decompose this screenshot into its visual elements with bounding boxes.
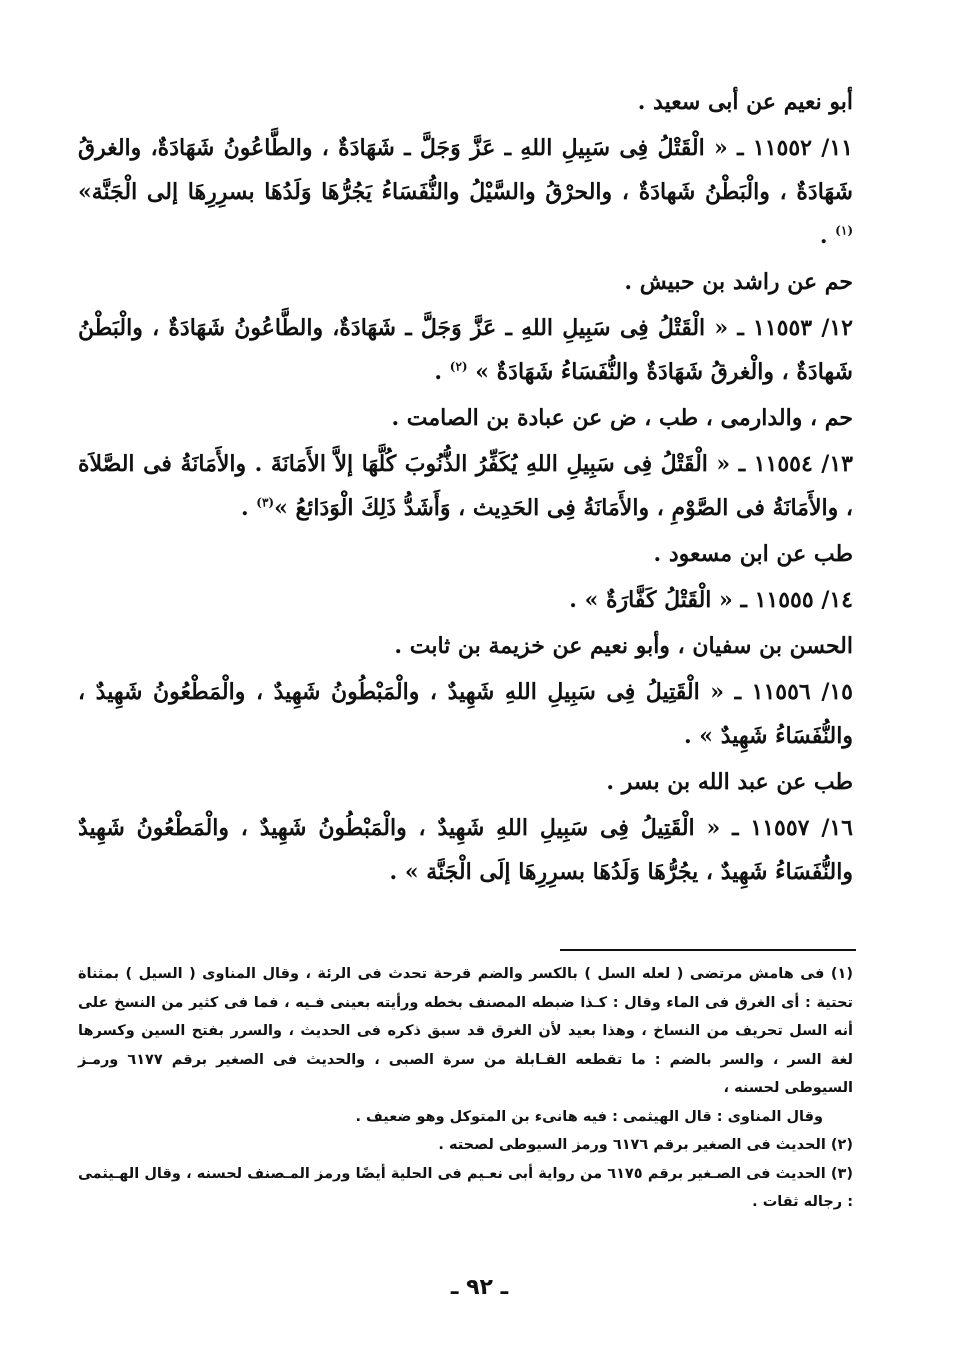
source-line: حم ، والدارمى ، طب ، ض عن عبادة بن الصامت . (391, 405, 853, 431)
page-number: ـ ٩٢ ـ (450, 1275, 509, 1300)
footnote: (٣) الحديث فى الصـغير برقم ٦١٧٥ من رواية أبى نعـيم فى الحلية أيضًا ورمز المـصنف لحسنه ، وقال الهـيثمى : رجاله ثقات . (78, 1165, 853, 1210)
source-line: الحسن بن سفيان ، وأبو نعيم عن خزيمة بن ثابت . (394, 633, 853, 659)
hadith-entry: ١٤/ ١١٥٥٥ ـ « الْقَتْلُ كَفَّارَةٌ » . (569, 587, 853, 613)
main-text (78, 80, 853, 896)
footnote: (٢) الحديث فى الصغير برقم ٦١٧٦ ورمز السيوطى لصحته . (438, 1137, 853, 1153)
source-line: طب عن عبد الله بن بسر . (606, 769, 853, 795)
hadith-entry: ١٦/ ١١٥٥٧ ـ « الْقَتِيلُ فِى سَبِيلِ اللهِ شَهِيدٌ ، والْمَبْطُونُ شَهِيدٌ ، والْمَطْعُونُ شَهِيدٌ والنُّفَسَاءُ شَهِيدٌ ، يجُرُّهَا وَلَدُهَا بسرِرِهَا إلَى الْجَنَّة » . (78, 815, 853, 885)
source-line: طب عن ابن مسعود . (653, 541, 853, 567)
footnote-ref: (٣) (256, 495, 275, 510)
source-line: حم عن راشد بن حبيش . (624, 269, 853, 295)
footnotes (78, 960, 853, 1217)
hadith-entry: ١٥/ ١١٥٥٦ ـ « الْقَتِيلُ فِى سَبِيلِ اللهِ شَهِيدٌ ، والْمَبْطُونُ شَهِيدٌ ، والْمَطْعُونُ شَهِيدٌ ، والنُّفَسَاءُ شَهِيدٌ » . (78, 679, 853, 749)
hadith-entry: ١١/ ١١٥٥٢ ـ « الْقَتْلُ فِى سَبِيلِ اللهِ ـ عَزَّ وَجَلَّ ـ شَهَادَةٌ ، والطَّاعُونُ شَهَادَةٌ، والغرقُ شَهَادَةٌ ، والْبَطْنُ شَهادَةٌ ، والحرْقُ والسَّيْلُ والنُّفَسَاءُ يَجُرُّهَا وَلَدُهَا بسرِرِهَا إلى الْجَنَّة» $^{(١)}$ . (78, 135, 853, 249)
footnote-divider (560, 949, 856, 951)
footnote-ref: (١) (835, 223, 853, 238)
footnote-ref: (٢) (449, 359, 468, 374)
source-line: أبو نعيم عن أبى سعيد . (637, 89, 853, 115)
hadith-entry: ١٣/ ١١٥٥٤ ـ « الْقَتْلُ فِى سَبِيلِ اللهِ يُكَفِّرُ الذُّنُوبَ كُلَّهَا إلاَّ الأَمَانَةَ . والأَمَانَةُ فى الصَّلاَة ، والأَمَانَةُ فى الصَّوْمِ ، والأَمَانَةُ فِى الحَدِيث ، وَأَشَدُّ ذَلِكَ الْوَدَائعُ »$^{(٣)}$ . (78, 451, 853, 521)
footnote: (١) فى هامش مرتضى ( لعله السل ) بالكسر والضم قرحة تحدث فى الرئة ، وقال المناوى ( السيل ) بمثناة تحتية : أى الغرق فى الماء وقال : كـذا ضبطه المصنف بخطه ورأيته بعينى فـيه ، فما فى كثير من النسخ على أنه السل تحريف من النساخ ، وهذا بعيد لأن الغرق قد سبق ذكره فى الحديث ، والسرر بفتح السين وكسرها لغة السر ، والسر بالضم : ما تقطعه القـابلة من سرة الصبى ، والحديث فى الصغير برقم ٦١٧٧ ورمـز السيوطى لحسنه ، (78, 966, 853, 1096)
hadith-entry: ١٢/ ١١٥٥٣ ـ « الْقَتْلُ فِى سَبِيلِ اللهِ ـ عَزَّ وَجَلَّ ـ شَهَادَةٌ، والطَّاعُونُ شَهَادَةٌ ، والْبَطْنُ شَهادَةٌ ، والْغرقُ شَهَادَةٌ والنُّفَسَاءُ شَهَادَةٌ » $^{(٢)}$ . (78, 315, 853, 385)
footnote-continuation: وقال المناوى : قال الهيثمى : فيه هانىء بن المتوكل وهو ضعيف . (355, 1108, 823, 1125)
